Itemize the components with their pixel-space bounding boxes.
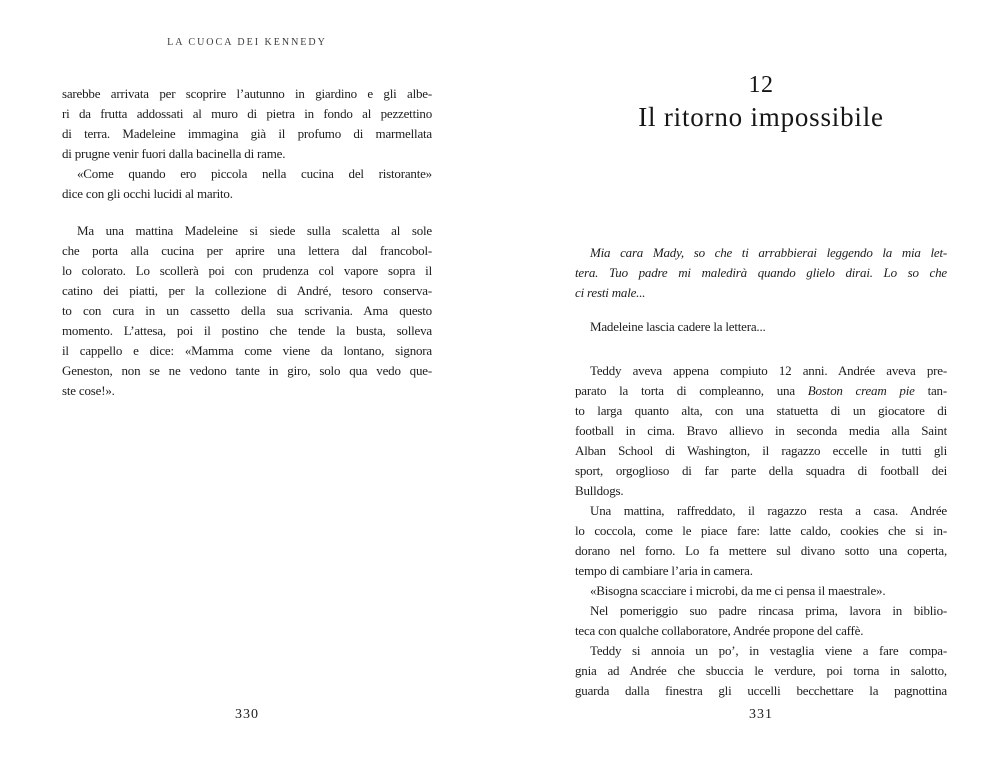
text-segment: tan-: [914, 383, 947, 398]
text-line: Bulldogs.: [575, 483, 624, 498]
text-line: «Bisogna scacciare i microbi, da me ci pensa il maestrale».: [590, 583, 886, 598]
right-page-number: 331: [749, 707, 773, 722]
text-line: lo colorato. Lo scollerà poi con prudenza col vapore sopra il: [62, 263, 432, 278]
text-line: Geneston, non se ne vedono tante in giro, solo qua vedo que-: [62, 363, 432, 378]
text-line: Teddy aveva appena compiuto 12 anni. Andrée aveva pre-: [590, 363, 947, 378]
text-line: ci resti male...: [575, 285, 646, 300]
text-line: sarebbe arrivata per scoprire l’autunno in giardino e gli albe-: [62, 86, 432, 101]
paragraph: [575, 581, 947, 601]
text-line: dorano nel forno. Lo fa mettere sul divano sotto una coperta,: [575, 543, 947, 558]
text-line: il cappello e dice: «Mamma come viene da lontano, signora: [62, 343, 432, 358]
text-line: catino dei piatti, per la collezione di André, tesoro conserva-: [62, 283, 432, 298]
right-page: [575, 0, 947, 768]
text-line: tempo di cambiare l’aria in camera.: [575, 563, 753, 578]
text-line: che porta alla cucina per aprire una lettera dal francobol-: [62, 243, 432, 258]
text-line: Teddy si annoia un po’, in vestaglia viene a fare compa-: [590, 643, 947, 658]
text-line: Alban School di Washington, il ragazzo eccelle in tutti gli: [575, 443, 947, 458]
paragraph: [62, 164, 432, 204]
italic-text-segment: Boston cream pie: [807, 383, 915, 398]
text-line: to con cura in un cassetto della sua scrivania. Ama questo: [62, 303, 432, 318]
text-line: gnia ad Andrée che sbuccia le verdure, poi torna in salotto,: [575, 663, 947, 678]
right-page-text: [575, 243, 947, 701]
text-line: Madeleine lascia cadere la lettera...: [590, 319, 766, 334]
text-line: to larga quanto alta, con una statuetta di un giocatore di: [575, 403, 947, 418]
text-line: Ma una mattina Madeleine si siede sulla scaletta al sole: [77, 223, 432, 238]
paragraph: [62, 221, 432, 401]
text-line: momento. L’attesa, poi il postino che tende la busta, solleva: [62, 323, 432, 338]
paragraph: [575, 601, 947, 641]
paragraph: [575, 641, 947, 701]
text-line: tera. Tuo padre mi maledirà quando glielo dirai. Lo so che: [575, 265, 947, 280]
text-line: ri da frutta addossati al muro di pietra in fondo al pezzettino: [62, 106, 432, 121]
text-line: Mia cara Mady, so che ti arrabbierai leggendo la mia let-: [590, 245, 947, 260]
running-header: LA CUOCA DEI KENNEDY: [167, 37, 327, 48]
paragraph: [575, 501, 947, 581]
paragraph: [575, 361, 947, 501]
text-line: Nel pomeriggio suo padre rincasa prima, lavora in biblio-: [590, 603, 947, 618]
text-line: guarda dalla finestra gli uccelli becchettare la pagnottina: [575, 683, 947, 698]
text-line: «Come quando ero piccola nella cucina del ristorante»: [77, 166, 432, 181]
paragraph: [575, 243, 947, 303]
text-line: lo coccola, come le piace fare: latte caldo, cookies che si in-: [575, 523, 947, 538]
paragraph: [62, 84, 432, 164]
text-segment: parato la torta di compleanno, una: [575, 383, 808, 398]
chapter-title: Il ritorno impossibile: [638, 102, 884, 132]
left-page-text: [62, 84, 432, 401]
text-line: ste cose!».: [62, 383, 115, 398]
chapter-number: 12: [748, 72, 774, 98]
text-line: di prugne venir fuori dalla bacinella di rame.: [62, 146, 286, 161]
text-line: football in cima. Bravo allievo in seconda media alla Saint: [575, 423, 947, 438]
text-line: teca con qualche collaboratore, Andrée propone del caffè.: [575, 623, 864, 638]
text-line: dice con gli occhi lucidi al marito.: [62, 186, 233, 201]
text-line: [575, 381, 947, 401]
text-line: sport, orgoglioso di far parte della squadra di football dei: [575, 463, 947, 478]
paragraph: [575, 317, 947, 337]
text-line: Una mattina, raffreddato, il ragazzo resta a casa. Andrée: [590, 503, 947, 518]
left-page-number: 330: [235, 707, 259, 722]
text-line: di terra. Madeleine immagina già il profumo di marmellata: [62, 126, 432, 141]
left-page: [62, 0, 432, 768]
